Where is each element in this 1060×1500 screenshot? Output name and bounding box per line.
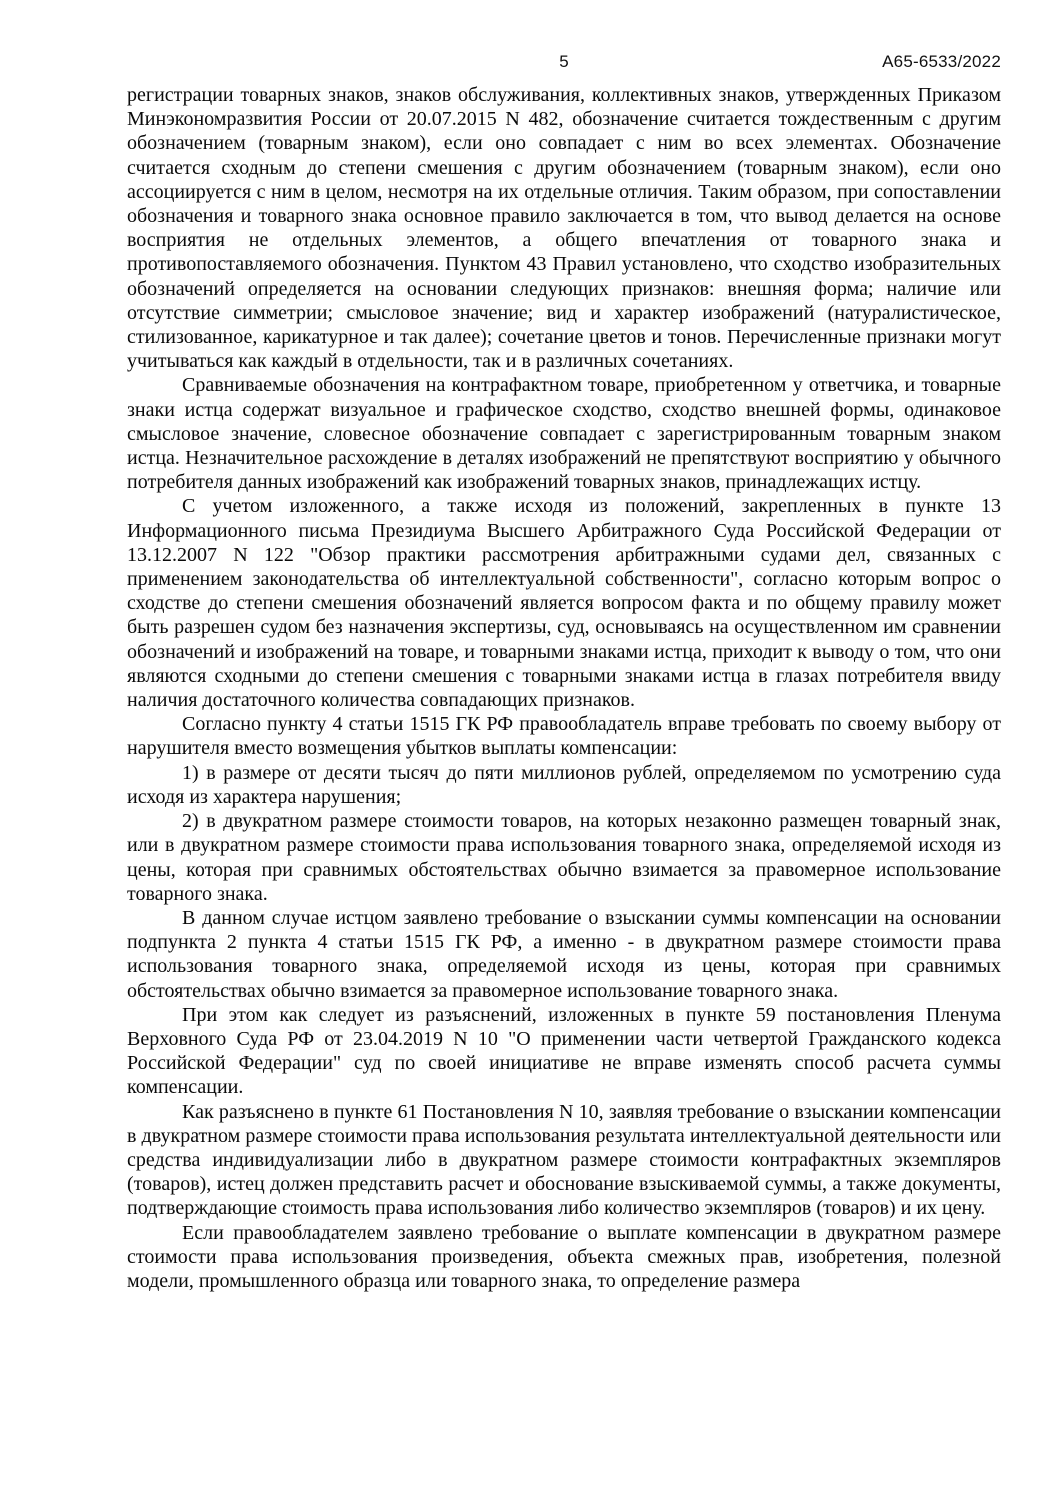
paragraph: 1) в размере от десяти тысяч до пяти миллионов рублей, определяемом по усмотрению суда исходя из характера нарушения; — [127, 761, 1001, 808]
paragraph: В данном случае истцом заявлено требование о взыскании суммы компенсации на основании подпункта 2 пункта 4 статьи 1515 ГК РФ, а именно - в двукратном размере стоимости права использования товарного знака, определяемой исходя из цены, которая при сравнимых обстоятельствах обычно взимается за правомерное использование товарного знака. — [127, 906, 1001, 1002]
paragraph: Если правообладателем заявлено требование о выплате компенсации в двукратном размере стоимости права использования произведения, объекта смежных прав, изобретения, полезной модели, промышленного образца или товарного знака, то определение размера — [127, 1221, 1001, 1292]
paragraph: Согласно пункту 4 статьи 1515 ГК РФ правообладатель вправе требовать по своему выбору от нарушителя вместо возмещения убытков выплаты компенсации: — [127, 713, 1001, 760]
paragraph: Как разъяснено в пункте 61 Постановления N 10, заявляя требование о взыскании компенсации в двукратном размере стоимости права использования результата интеллектуальной деятельности или средства индивидуализации либо в двукратном размере стоимости контрафактных экземпляров (товаров), истец должен представить расчет и обоснование взыскиваемой суммы, а также документы, подтверждающие стоимость права использования либо количество экземпляров (товаров) и их цену. — [127, 1100, 1001, 1220]
page-number: 5 — [559, 52, 569, 71]
page-header — [127, 52, 1001, 76]
paragraph: С учетом изложенного, а также исходя из положений, закрепленных в пункте 13 Информационного письма Президиума Высшего Арбитражного Суда Российской Федерации от 13.12.2007 N 122 "Обзор практики рассмотрения арбитражными судами дел, связанных с применением законодательства об интеллектуальной собственности", согласно которым вопрос о сходстве до степени смешения обозначений является вопросом факта и по общему правилу может быть разрешен судом без назначения экспертизы, суд, основываясь на осуществленном им сравнении обозначений и изображений на товаре, и товарными знаками истца, приходит к выводу о том, что они являются сходными до степени смешения с товарными знаками истца в глазах потребителя ввиду наличия достаточного количества совпадающих признаков. — [127, 495, 1001, 712]
paragraph: 2) в двукратном размере стоимости товаров, на которых незаконно размещен товарный знак, или в двукратном размере стоимости права использования товарного знака, определяемой исходя из цены, которая при сравнимых обстоятельствах обычно взимается за правомерное использование товарного знака. — [127, 810, 1001, 905]
document-body — [127, 83, 1001, 1293]
case-number: А65-6533/2022 — [882, 52, 1001, 71]
paragraph: Сравниваемые обозначения на контрафактном товаре, приобретенном у ответчика, и товарные знаки истца содержат визуальное и графическое сходство, сходство внешней формы, одинаковое смысловое значение, словесное обозначение совпадает с зарегистрированным товарным знаком истца. Незначительное расхождение в деталях изображений не препятствуют восприятию у обычного потребителя данных изображений как изображений товарных знаков, принадлежащих истцу. — [127, 374, 1001, 494]
paragraph: При этом как следует из разъяснений, изложенных в пункте 59 постановления Пленума Верховного Суда РФ от 23.04.2019 N 10 "О применении части четвертой Гражданского кодекса Российской Федерации" суд по своей инициативе не вправе изменять способ расчета суммы компенсации. — [127, 1003, 1001, 1099]
paragraph: регистрации товарных знаков, знаков обслуживания, коллективных знаков, утвержденных Приказом Минэкономразвития России от 20.07.2015 N 482, обозначение считается тождественным с другим обозначением (товарным знаком), если оно совпадает с ним во всех элементах. Обозначение считается сходным до степени смешения с другим обозначением (товарным знаком), если оно ассоциируется с ним в целом, несмотря на их отдельные отличия. Таким образом, при сопоставлении обозначения и товарного знака основное правило заключается в том, что вывод делается на основе восприятия не отдельных элементов, а общего впечатления от товарного знака и противопоставляемого обозначения. Пунктом 43 Правил установлено, что сходство изобразительных обозначений определяется на основании следующих признаков: внешняя форма; наличие или отсутствие симметрии; смысловое значение; вид и характер изображений (натуралистическое, стилизованное, карикатурное и так далее); сочетание цветов и тонов. Перечисленные признаки могут учитываться как каждый в отдельности, так и в различных сочетаниях. — [127, 84, 1001, 373]
